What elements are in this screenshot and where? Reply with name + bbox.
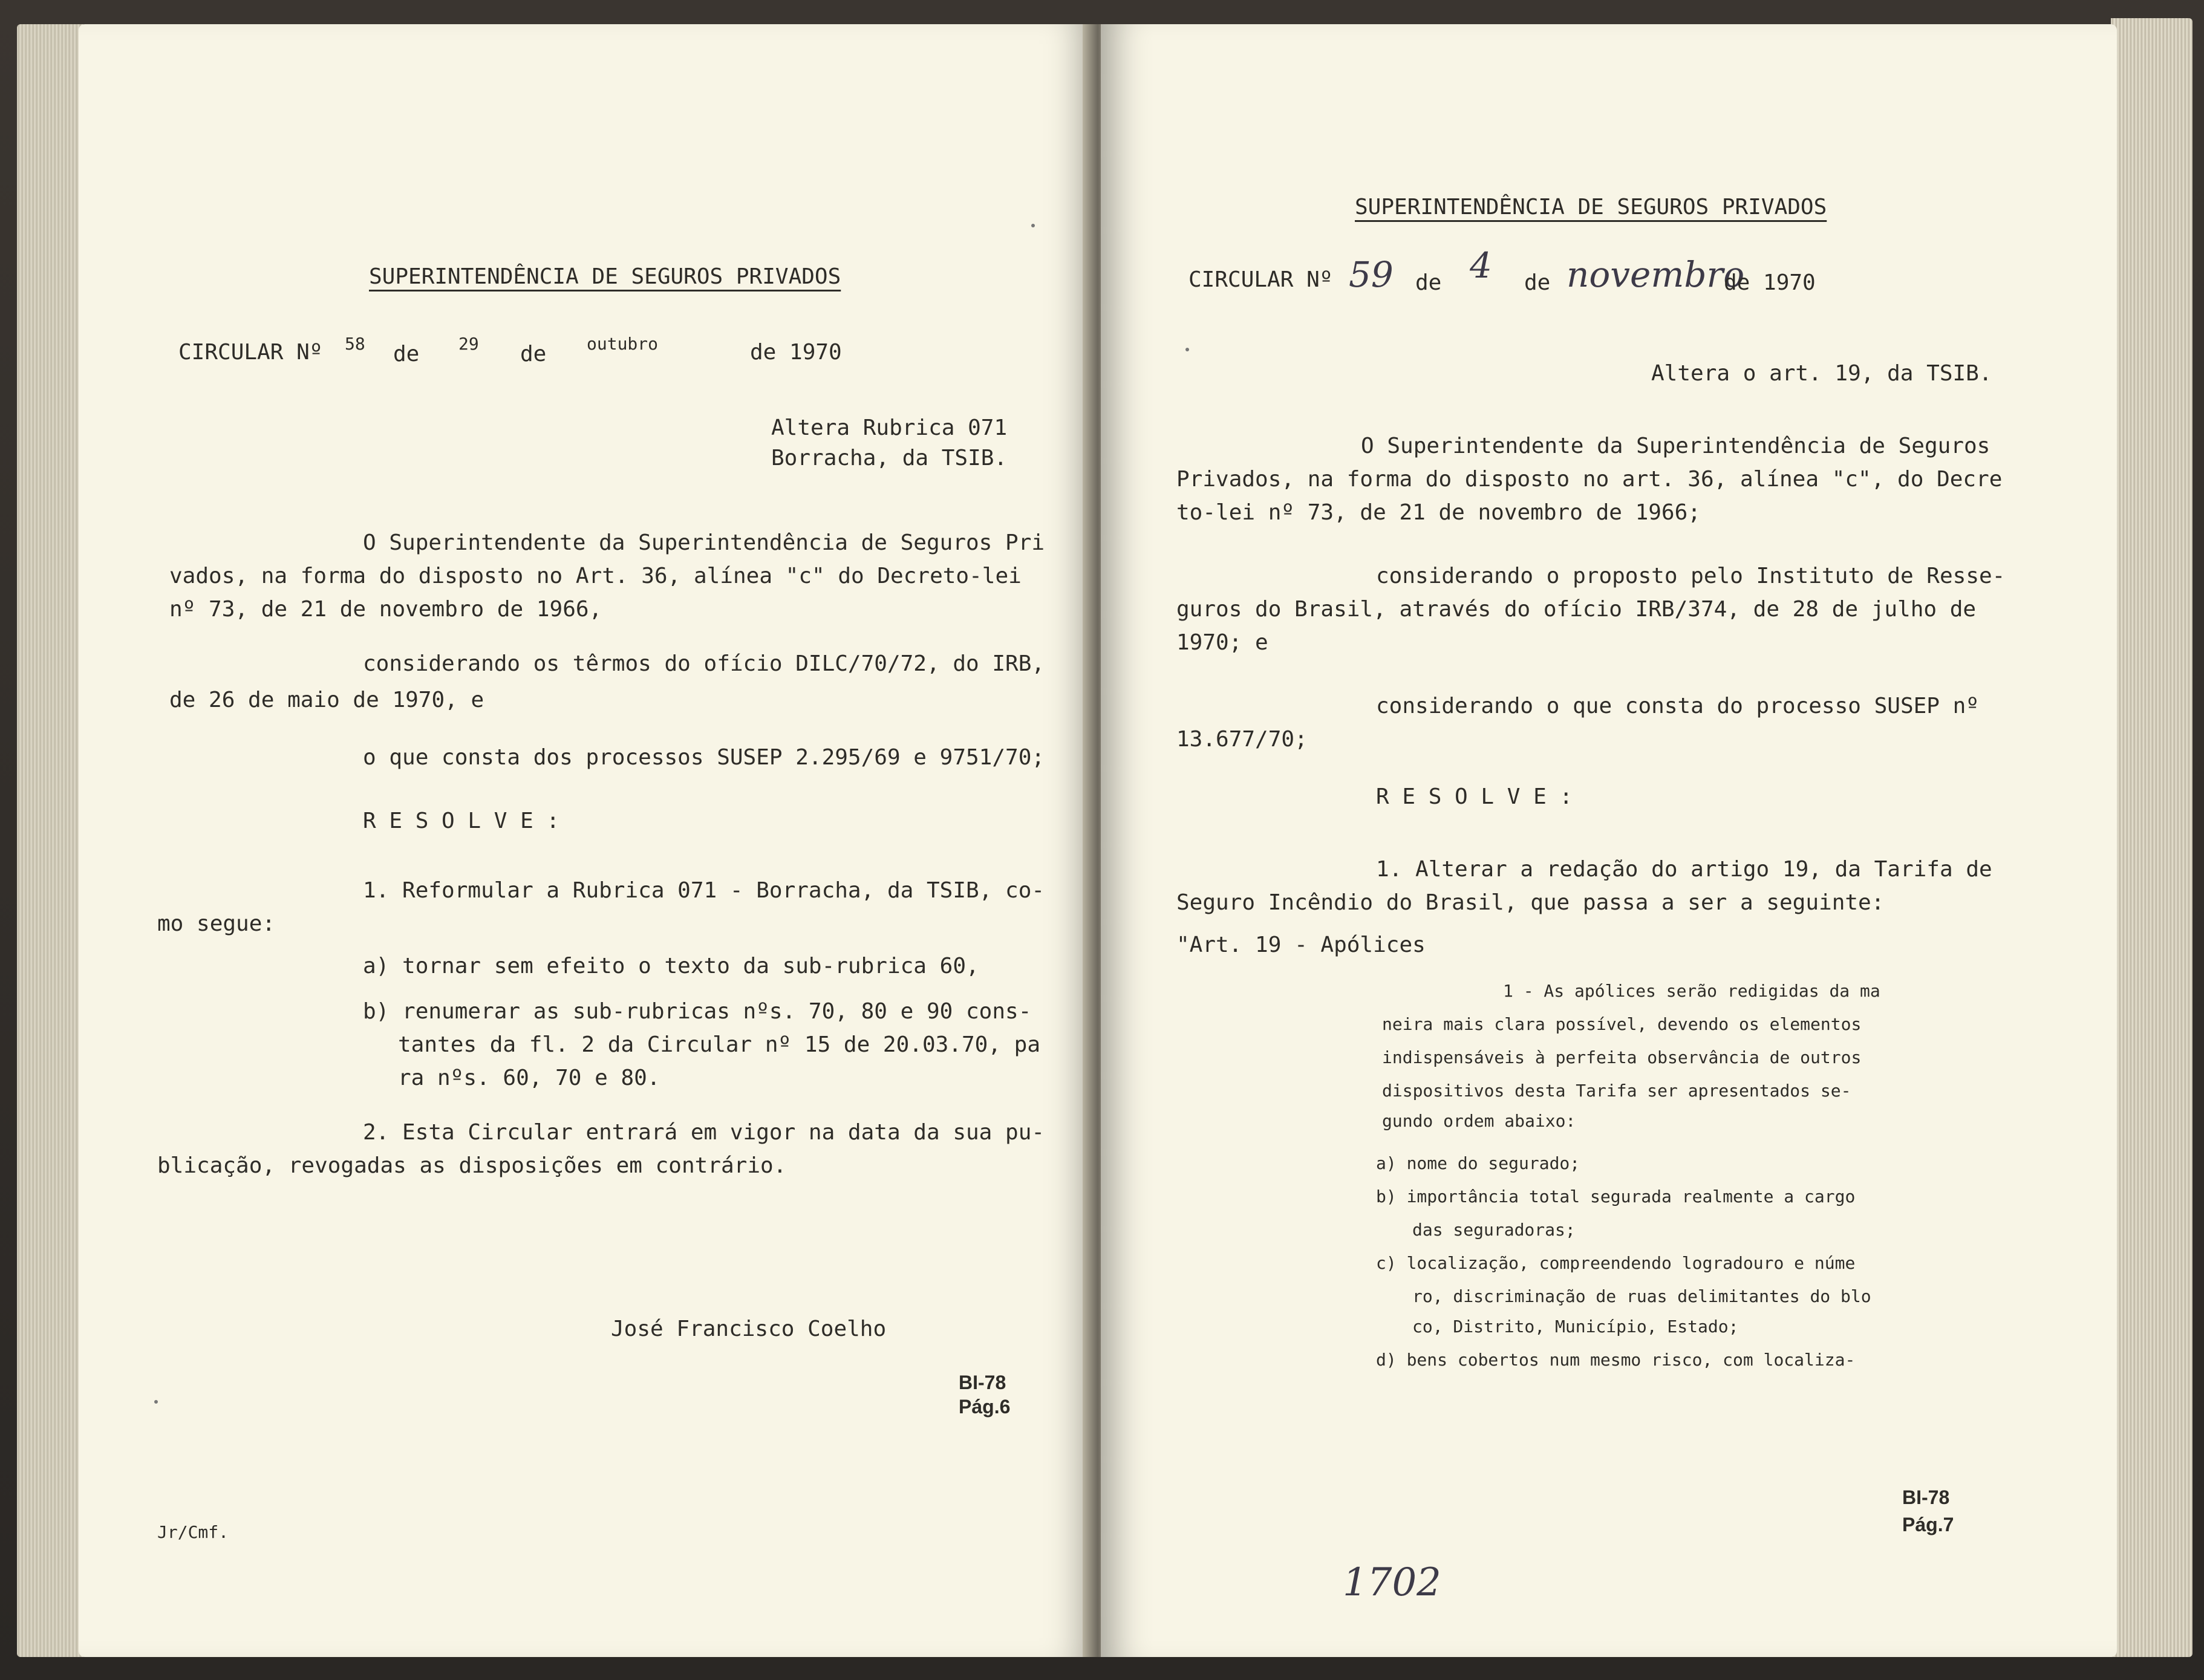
page-stamp: BI-78 <box>959 1372 1006 1393</box>
de-2: de <box>1524 270 1551 295</box>
article-line: neira mais clara possível, devendo os elementos <box>1382 1014 1862 1034</box>
page-header: SUPERINTENDÊNCIA DE SEGUROS PRIVADOS <box>1355 195 1827 220</box>
page-stamp: Pág.7 <box>1902 1514 1954 1535</box>
article-item: b) importância total segurada realmente a cargo <box>1376 1187 1856 1206</box>
article-line: gundo ordem abaixo: <box>1382 1111 1576 1131</box>
circular-number-handwritten: 59 <box>1349 254 1394 295</box>
circular-label: CIRCULAR Nº <box>1188 267 1333 292</box>
page-stamp: Pág.6 <box>959 1396 1011 1418</box>
signature: José Francisco Coelho <box>611 1317 887 1341</box>
page-header: SUPERINTENDÊNCIA DE SEGUROS PRIVADOS <box>369 264 841 289</box>
article-item: ro, discriminação de ruas delimitantes do blo <box>1412 1286 1871 1306</box>
article-title: "Art. 19 - Apólices <box>1176 933 1426 957</box>
article-item: c) localização, compreendendo logradouro e núme <box>1376 1253 1856 1273</box>
article-line: indispensáveis à perfeita observância de outros <box>1382 1047 1862 1067</box>
circular-day: 29 <box>458 334 479 354</box>
article-item: das seguradoras; <box>1412 1220 1576 1240</box>
item-line: 1. Alterar a redação do artigo 19, da Tarifa de <box>1376 857 1992 882</box>
initials: Jr/Cmf. <box>157 1522 229 1542</box>
summary-line: Altera Rubrica 071 <box>771 415 1008 440</box>
paragraph-line: O Superintendente da Superintendência de Seguros Pri <box>363 530 1045 555</box>
item-line: Seguro Incêndio do Brasil, que passa a ser a seguinte: <box>1176 890 1885 915</box>
item-line: blicação, revogadas as disposições em contrário. <box>157 1153 787 1178</box>
resolve-heading: R E S O L V E : <box>363 809 560 833</box>
sub-item-line: b) renumerar as sub-rubricas nºs. 70, 80 e 90 cons- <box>363 999 1032 1024</box>
paragraph-line: considerando os têrmos do ofício DILC/70/72, do IRB, <box>363 651 1045 676</box>
ink-dot <box>1031 224 1035 227</box>
sub-item-line: ra nºs. 60, 70 e 80. <box>398 1066 660 1090</box>
paragraph-line: de 26 de maio de 1970, e <box>169 688 484 712</box>
article-item: d) bens cobertos num mesmo risco, com localiza- <box>1376 1350 1856 1370</box>
summary-line: Altera o art. 19, da TSIB. <box>1651 361 1992 386</box>
circular-year: de 1970 <box>1724 270 1816 295</box>
circular-month-handwritten: novembro <box>1567 254 1745 295</box>
circular-day-handwritten: 4 <box>1470 245 1492 286</box>
paragraph-line: considerando o proposto pelo Instituto de Resse- <box>1376 564 2006 588</box>
article-line: 1 - As apólices serão redigidas da ma <box>1503 981 1880 1001</box>
de-1: de <box>1415 270 1442 295</box>
circular-month: outubro <box>587 334 659 354</box>
de-2: de <box>520 342 547 366</box>
page-stamp: BI-78 <box>1902 1486 1950 1508</box>
circular-number: 58 <box>345 334 365 354</box>
sub-item-line: a) tornar sem efeito o texto da sub-rubrica 60, <box>363 954 979 978</box>
resolve-heading: R E S O L V E : <box>1376 784 1573 809</box>
page-edges-right <box>2111 18 2193 1657</box>
circular-label: CIRCULAR Nº <box>178 340 323 365</box>
page-edges-left <box>17 24 83 1657</box>
handwritten-folio-number: 1702 <box>1343 1560 1441 1605</box>
item-line: 1. Reformular a Rubrica 071 - Borracha, da TSIB, co- <box>363 878 1045 903</box>
item-line: 2. Esta Circular entrará em vigor na data da sua pu- <box>363 1120 1045 1145</box>
paragraph-line: to-lei nº 73, de 21 de novembro de 1966; <box>1176 500 1701 525</box>
ink-dot <box>154 1400 158 1404</box>
paragraph-line: Privados, na forma do disposto no art. 36, alínea "c", do Decre <box>1176 467 2003 492</box>
paragraph-line: considerando o que consta do processo SUSEP nº <box>1376 694 1979 718</box>
paragraph-line: nº 73, de 21 de novembro de 1966, <box>169 597 602 622</box>
article-item: a) nome do segurado; <box>1376 1153 1580 1173</box>
circular-year: de 1970 <box>750 340 842 365</box>
ink-dot <box>1185 348 1189 351</box>
summary-line: Borracha, da TSIB. <box>771 446 1008 470</box>
de-1: de <box>393 342 420 366</box>
article-line: dispositivos desta Tarifa ser apresentados se- <box>1382 1081 1851 1101</box>
paragraph-line: 1970; e <box>1176 630 1268 655</box>
article-item: co, Distrito, Município, Estado; <box>1412 1317 1739 1337</box>
paragraph-line: vados, na forma do disposto no Art. 36, alínea "c" do Decreto-lei <box>169 564 1022 588</box>
right-page <box>1101 24 2117 1657</box>
paragraph-line: O Superintendente da Superintendência de Seguros <box>1361 434 1990 458</box>
left-page <box>79 24 1095 1657</box>
item-line: mo segue: <box>157 911 276 936</box>
paragraph-line: 13.677/70; <box>1176 727 1308 752</box>
paragraph-line: guros do Brasil, através do ofício IRB/374, de 28 de julho de <box>1176 597 1977 622</box>
sub-item-line: tantes da fl. 2 da Circular nº 15 de 20.03.70, pa <box>398 1032 1041 1057</box>
paragraph-line: o que consta dos processos SUSEP 2.295/69 e 9751/70; <box>363 745 1045 770</box>
